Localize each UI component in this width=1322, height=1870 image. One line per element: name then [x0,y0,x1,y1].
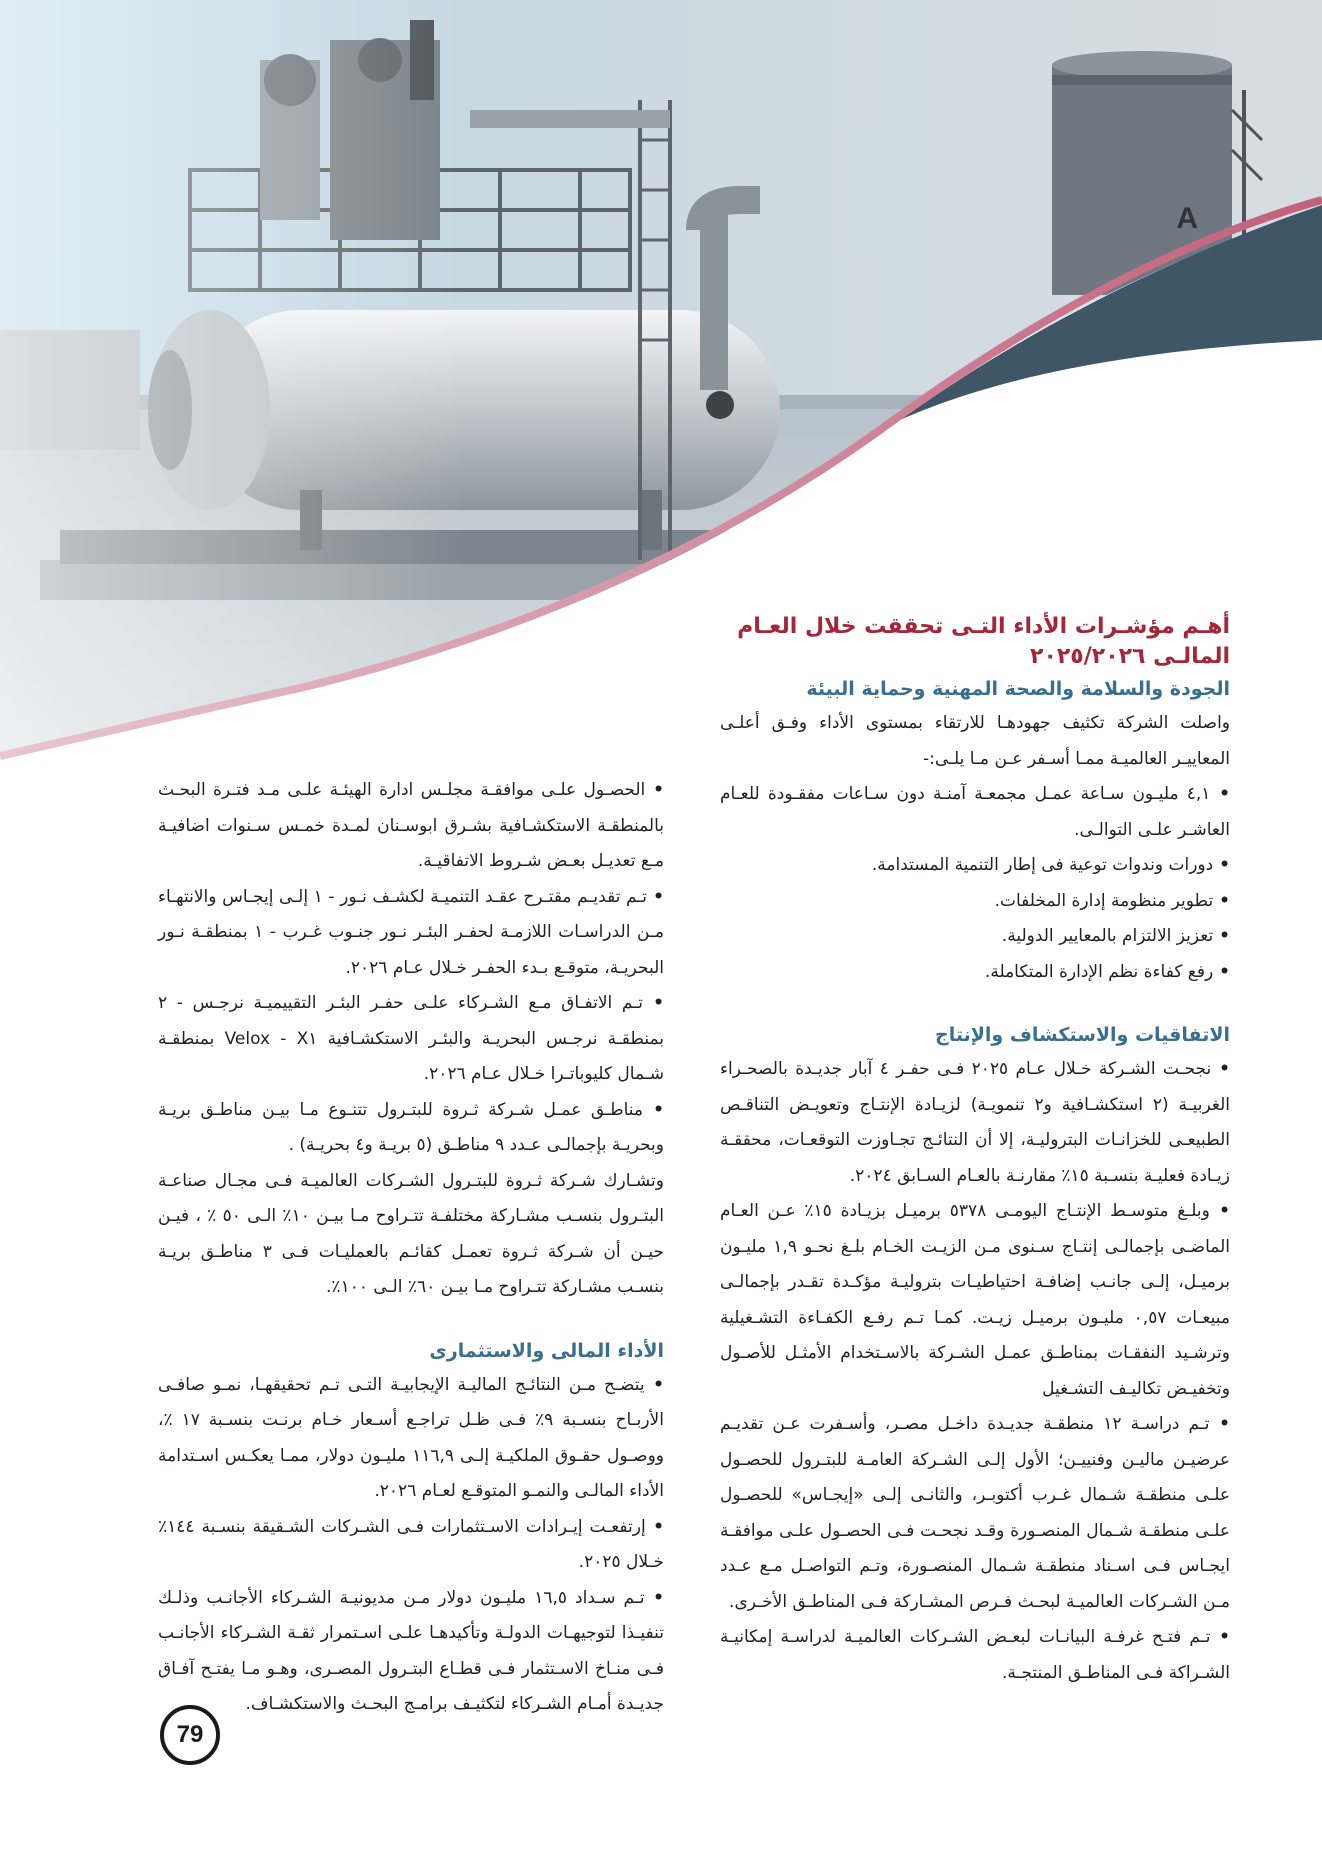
list-item: • تطوير منظومة إدارة المخلفات. [720,884,1230,920]
list-item: • تـم تقديـم مقتـرح عقـد التنميـة لكشـف نـور - ١ إلـى إيجـاس والانتهـاء مـن الدراسـات اللازمـة لحفـر البئـر نـور جنـوب غـرب - ١ بمنطقـة نـور البحريـة، متوقـع بـدء الحفـر خـلال عـام ٢٠٢٦. [158,880,664,987]
list-item: • رفع كفاءة نظم الإدارة المتكاملة. [720,955,1230,991]
left-column [158,773,664,1723]
list-item: • دورات وندوات توعية فى إطار التنمية المستدامة. [720,848,1230,884]
list-item: • تـم فتـح غرفـة البيانـات لبعـض الشـركات العالميـة لدراسـة إمكانيـة الشـراكة فـى المناطـق المنتجـة. [720,1620,1230,1691]
section-heading-financial: الأداء المالى والاستثمارى [429,1339,664,1362]
list-item: • مناطـق عمـل شـركة ثـروة للبتـرول تتنـوع مـا بيـن مناطـق بريـة وبحريـة بإجمالـى عـدد ٩ مناطـق (٥ بريـة و٤ بحريـة) . [158,1093,664,1164]
section-heading-exploration: الاتفاقيات والاستكشاف والإنتاج [935,1024,1230,1046]
list-item: • إرتفعـت إيـرادات الاسـتثمارات فـى الشـركات الشـقيقة بنسـبة ١٤٤٪ خـلال ٢٠٢٥. [158,1510,664,1581]
list-item: • نجحـت الشـركة خـلال عـام ٢٠٢٥ فـى حفـر ٤ آبار جديـدة بالصحـراء الغربيـة (٢ استكشـافية و٢ تنمويـة) لزيـادة الإنتـاج وتعويـض التناقـص الطبيعـى للخزانـات البتروليـة، إلا أن النتائـج تجـاوزت التوقعـات، محققـة زيـادة فعليـة بنسـبة ١٥٪ مقارنـة بالعـام السـابق ٢٠٢٤. [720,1052,1230,1194]
section-heading-quality-safety: الجودة والسلامة والصحة المهنية وحماية البيئة [806,678,1230,700]
section-intro: واصلت الشركة تكثيف جهودهـا للارتقاء بمستوى الأداء وفـق أعلـى المعاييـر العالميـة ممـا أسـفر عـن مـا يلـى:- [720,713,1230,769]
list-item: • تـم الاتفـاق مـع الشـركاء علـى حفـر البئـر التقييميـة نرجـس - ٢ بمنطقـة نرجـس البحريـة والبئـر الاستكشـافية Velox - X١ بمنطقـة شـمال كليوباتـرا خـلال عـام ٢٠٢٦. [158,986,664,1093]
list-item: • يتضـح مـن النتائـج الماليـة الإيجابيـة التـى تـم تحقيقهـا، نمـو صافـى الأربـاح بنسـبة ٩٪ فـى ظـل تراجـع أسـعار خـام برنـت بنسـبة ١٧ ٪، ووصـول حقـوق الملكيـة إلـى ١١٦,٩ مليـون دولار، ممـا يعكـس اسـتدامة الأداء المالـى والنمـو المتوقـع لعـام ٢٠٢٦. [158,1368,664,1510]
right-column [720,612,1230,1691]
partnership-paragraph: وتشـارك شـركة ثـروة للبتـرول الشـركات العالميـة فـى مجـال صناعـة البتـرول بنسـب مشـاركة مختلفـة تتـراوح مـا بيـن ١٠٪ الـى ٥٠ ٪ ، فيـن حيـن أن شـركة ثـروة تعمـل كقائـم بالعمليـات فـى ٣ مناطـق بريـة بنسـب مشـاركة تتـراوح مـا بيـن ٦٠٪ الـى ١٠٠٪. [158,1170,664,1297]
list-item: • ٤,١ مليـون سـاعة عمـل مجمعـة آمنـة دون سـاعات مفقـودة للعـام العاشـر علـى التوالـى. [720,777,1230,848]
list-item: • وبلـغ متوسـط الإنتـاج اليومـى ٥٣٧٨ برميـل بزيـادة ١٥٪ عـن العـام الماضـى بإجمالـى إنتـاج سـنوى مـن الزيـت الخـام بلـغ نحـو ١,٩ مليـون برميـل، إلـى جانـب إضافـة احتياطيـات بتروليـة مؤكـدة تقـدر بإجمالـى مبيعـات ٠,٥٧ مليـون برميـل زيـت. كمـا تـم رفـع الكفـاءة التشـغيلية وترشـيد النفقـات بمناطـق عمـل الشـركة بالاسـتخدام الأمثـل للأصـول وتخفيـض تكاليـف التشـغيل [720,1194,1230,1407]
list-item: • الحصـول علـى موافقـة مجلـس ادارة الهيئـة علـى مـد فتـرة البحـث بالمنطقـة الاستكشـافية بشـرق ابوسـنان لمـدة خمـس سـنوات اضافيـة مـع تعديـل بعـض شـروط الاتفاقيـة. [158,773,664,880]
page-number: 79 [160,1705,220,1765]
main-title: أهـم مؤشـرات الأداء التـى تحققت خلال العـام المالـى ٢٠٢٥/٢٠٢٦ [737,614,1230,669]
list-item: • تـم سـداد ١٦,٥ مليـون دولار مـن مديونيـة الشـركاء الأجانـب وذلـك تنفيـذا لتوجيهـات الدولـة وتأكيدهـا علـى اسـتمرار ثقـة الشـركاء الأجانـب فـى منـاخ الاسـتثمار فـى قطـاع البتـرول المصـرى، وهـو مـا يفتـح آفـاق جديـدة أمـام الشـركاء لتكثيـف برامـج البحـث والاستكشـاف. [158,1581,664,1723]
list-item: • تـم دراسـة ١٢ منطقـة جديـدة داخـل مصـر، وأسـفرت عـن تقديـم عرضيـن ماليـن وفنييـن؛ الأول إلـى الشـركة العامـة للبتـرول للحصـول علـى منطقـة شـمال غـرب أكتوبـر، والثانـى إلـى «إيجـاس» للحصـول علـى منطقـة شـمال المنصـورة وقـد نجحـت فـى الحصـول علـى موافقـة ايجـاس فـى اسـناد منطقـة شـمال المنصـورة، وتـم التواصـل مـع عـدد مـن الشـركات العالميـة لبحـث فـرص المشـاركة فـى المناطـق الأخـرى. [720,1407,1230,1620]
list-item: • تعزيز الالتزام بالمعايير الدولية. [720,919,1230,955]
